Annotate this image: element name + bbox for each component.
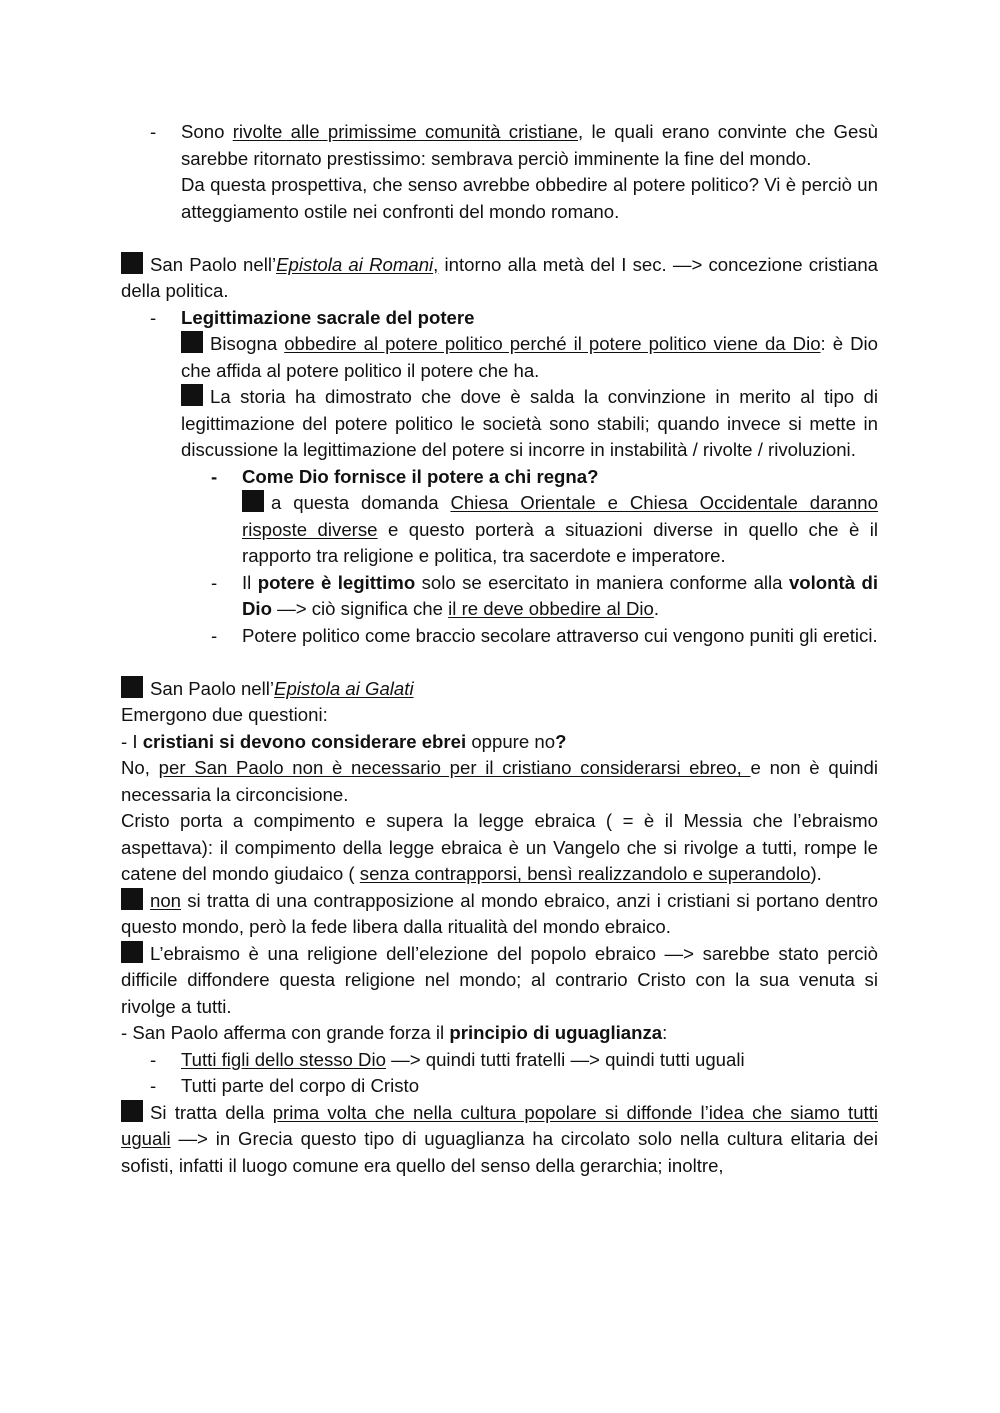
text-run: : [662,1022,668,1043]
bullet-dash: - [150,306,157,328]
text-run: L’ebraismo è una religione dell’elezione del popolo ebraico —> sarebbe stato perciò difficile diffondere questa religione nel mondo; al contrario Cristo con la sua venuta si rivolge a tutti. [121,942,878,1017]
text-run: a questa domanda [271,492,451,513]
text-run: si tratta di una contrapposizione al mondo ebraico, anzi i cristiani si portano dentro questo mondo, però la fede libera dalla ritualità del mondo ebraico. [121,889,878,937]
square-bullet-icon [121,1100,143,1122]
underlined-text: senza contrapporsi, bensì realizzandolo e superandolo [359,863,811,884]
text-run: Bisogna [210,333,285,354]
bullet-dash: - [211,465,218,487]
text-run: . [653,598,660,619]
list-item [121,623,878,650]
bold-text: principio di uguaglianza [449,1022,663,1043]
list-item [121,570,878,623]
text-run: : è Dio che affida al potere politico il potere che ha. [181,333,878,381]
text-run: Si tratta della [150,1101,273,1123]
bold-text: ? [555,730,567,752]
square-bullet-icon [121,252,143,274]
bullet-dash: - [211,571,218,593]
list-item [121,119,878,172]
bold-text: potere è legittimo [257,571,416,593]
text-run: intorno alla metà del I sec. —> concezione cristiana della politica. [121,253,879,301]
square-bullet-icon [121,888,143,910]
text-run: —> in Grecia questo tipo di uguaglianza ha circolato solo nella cultura elitaria dei sofisti, infatti il luogo comune era quello del senso della gerarchia; inoltre, [121,1128,878,1176]
square-bullet-icon [121,676,143,698]
italic-title: Epistola ai Romani [276,253,434,275]
square-bullet-icon [242,490,264,512]
bold-title: Come Dio fornisce il potere a chi regna? [242,465,599,487]
text-run: Tutti parte del corpo di Cristo [181,1075,420,1096]
text-run: - I [121,730,143,752]
text-run: e questo porterà a situazioni diverse in quello che è il rapporto tra religione e politica, tra sacerdote e imperatore. [242,518,878,566]
paragraph [121,888,878,941]
paragraph [121,1100,878,1180]
paragraph [121,941,878,1021]
underlined-text: Tutti figli dello stesso Dio [181,1048,386,1070]
paragraph [121,808,878,888]
paragraph: Da questa prospettiva, che senso avrebbe obbedire al potere politico? Vi è perciò un atteggiamento ostile nei confronti del mondo romano. [181,174,878,222]
square-bullet-icon [181,331,203,353]
underlined-text: per San Paolo non è necessario per il cristiano considerarsi ebreo, [158,757,751,778]
bullet-dash: - [150,1048,157,1070]
underlined-text: obbedire al potere politico perché il potere politico viene da Dio [284,333,821,354]
list-item [121,1047,878,1074]
underlined-text: Chiesa Orientale e Chiesa Occidentale daranno risposte diverse [242,492,878,540]
spacer [121,649,878,676]
bold-text: volontà di Dio [242,571,878,619]
text-run: ). [810,863,822,884]
text-run: —> quindi tutti fratelli —> quindi tutti uguali [385,1048,745,1070]
text-run: San Paolo nell’ [150,253,277,275]
spacer [121,225,878,252]
list-item [121,464,878,491]
list-item [121,305,878,332]
paragraph [121,1020,878,1047]
underlined-text [274,678,414,699]
text-run: La storia ha dimostrato che dove è salda la convinzione in merito al tipo di legittimazione del potere politico le società sono stabili; quando invece si mette in discussione la legittimazione del potere si incorre in instabilità / rivolte / rivoluzioni. [181,386,878,460]
text-run: - San Paolo afferma con grande forza il [121,1022,450,1043]
text-run: oppure no [466,730,556,752]
underlined-text: rivolte alle primissime comunità cristiane [232,121,579,142]
underlined-text: il re deve obbedire al Dio [448,598,654,619]
text-run: , [433,253,439,275]
text-run: , le quali erano convinte che Gesù sarebbe ritornato prestissimo: sembrava perciò imminente la fine del mondo. [181,121,878,169]
text-run: Sono [181,121,233,142]
paragraph [121,755,878,808]
underlined-text [276,254,438,275]
square-bullet-icon [121,941,143,963]
text-run: solo se esercitato in maniera conforme alla [415,571,789,593]
paragraph: Emergono due questioni: [121,704,328,725]
section-heading [121,252,878,305]
paragraph [121,331,878,384]
text-run: San Paolo nell’ [150,677,275,699]
bullet-dash: - [211,624,218,646]
bold-text: cristiani si devono considerare ebrei [142,730,467,752]
italic-title: Epistola ai Galati [274,677,414,699]
bullet-dash: - [150,121,157,142]
list-item [121,1073,878,1100]
text-run: Il [242,571,258,593]
text-run: Cristo porta a compimento e supera la legge ebraica ( = è il Messia che l’ebraismo aspettava): il compimento della legge ebraica è un Vangelo che si rivolge a tutti, rompe le catene del mondo giudaico ( [121,810,878,884]
underlined-text: prima volta che nella cultura popolare si diffonde l’idea che siamo tutti uguali [121,1101,878,1149]
bold-title: Legittimazione sacrale del potere [181,306,475,328]
text-run: —> ciò significa che [271,598,449,619]
section-heading [121,676,878,703]
text-run: e non è quindi necessaria la circoncisione. [121,757,878,805]
paragraph [121,384,878,464]
paragraph [121,729,878,756]
text-run: No, [121,757,159,778]
text-run: Potere politico come braccio secolare attraverso cui vengono puniti gli eretici. [242,624,878,646]
paragraph [121,490,878,570]
square-bullet-icon [181,384,203,406]
bullet-dash: - [150,1075,157,1096]
underlined-text: non [150,889,182,911]
page-content [121,119,878,1179]
